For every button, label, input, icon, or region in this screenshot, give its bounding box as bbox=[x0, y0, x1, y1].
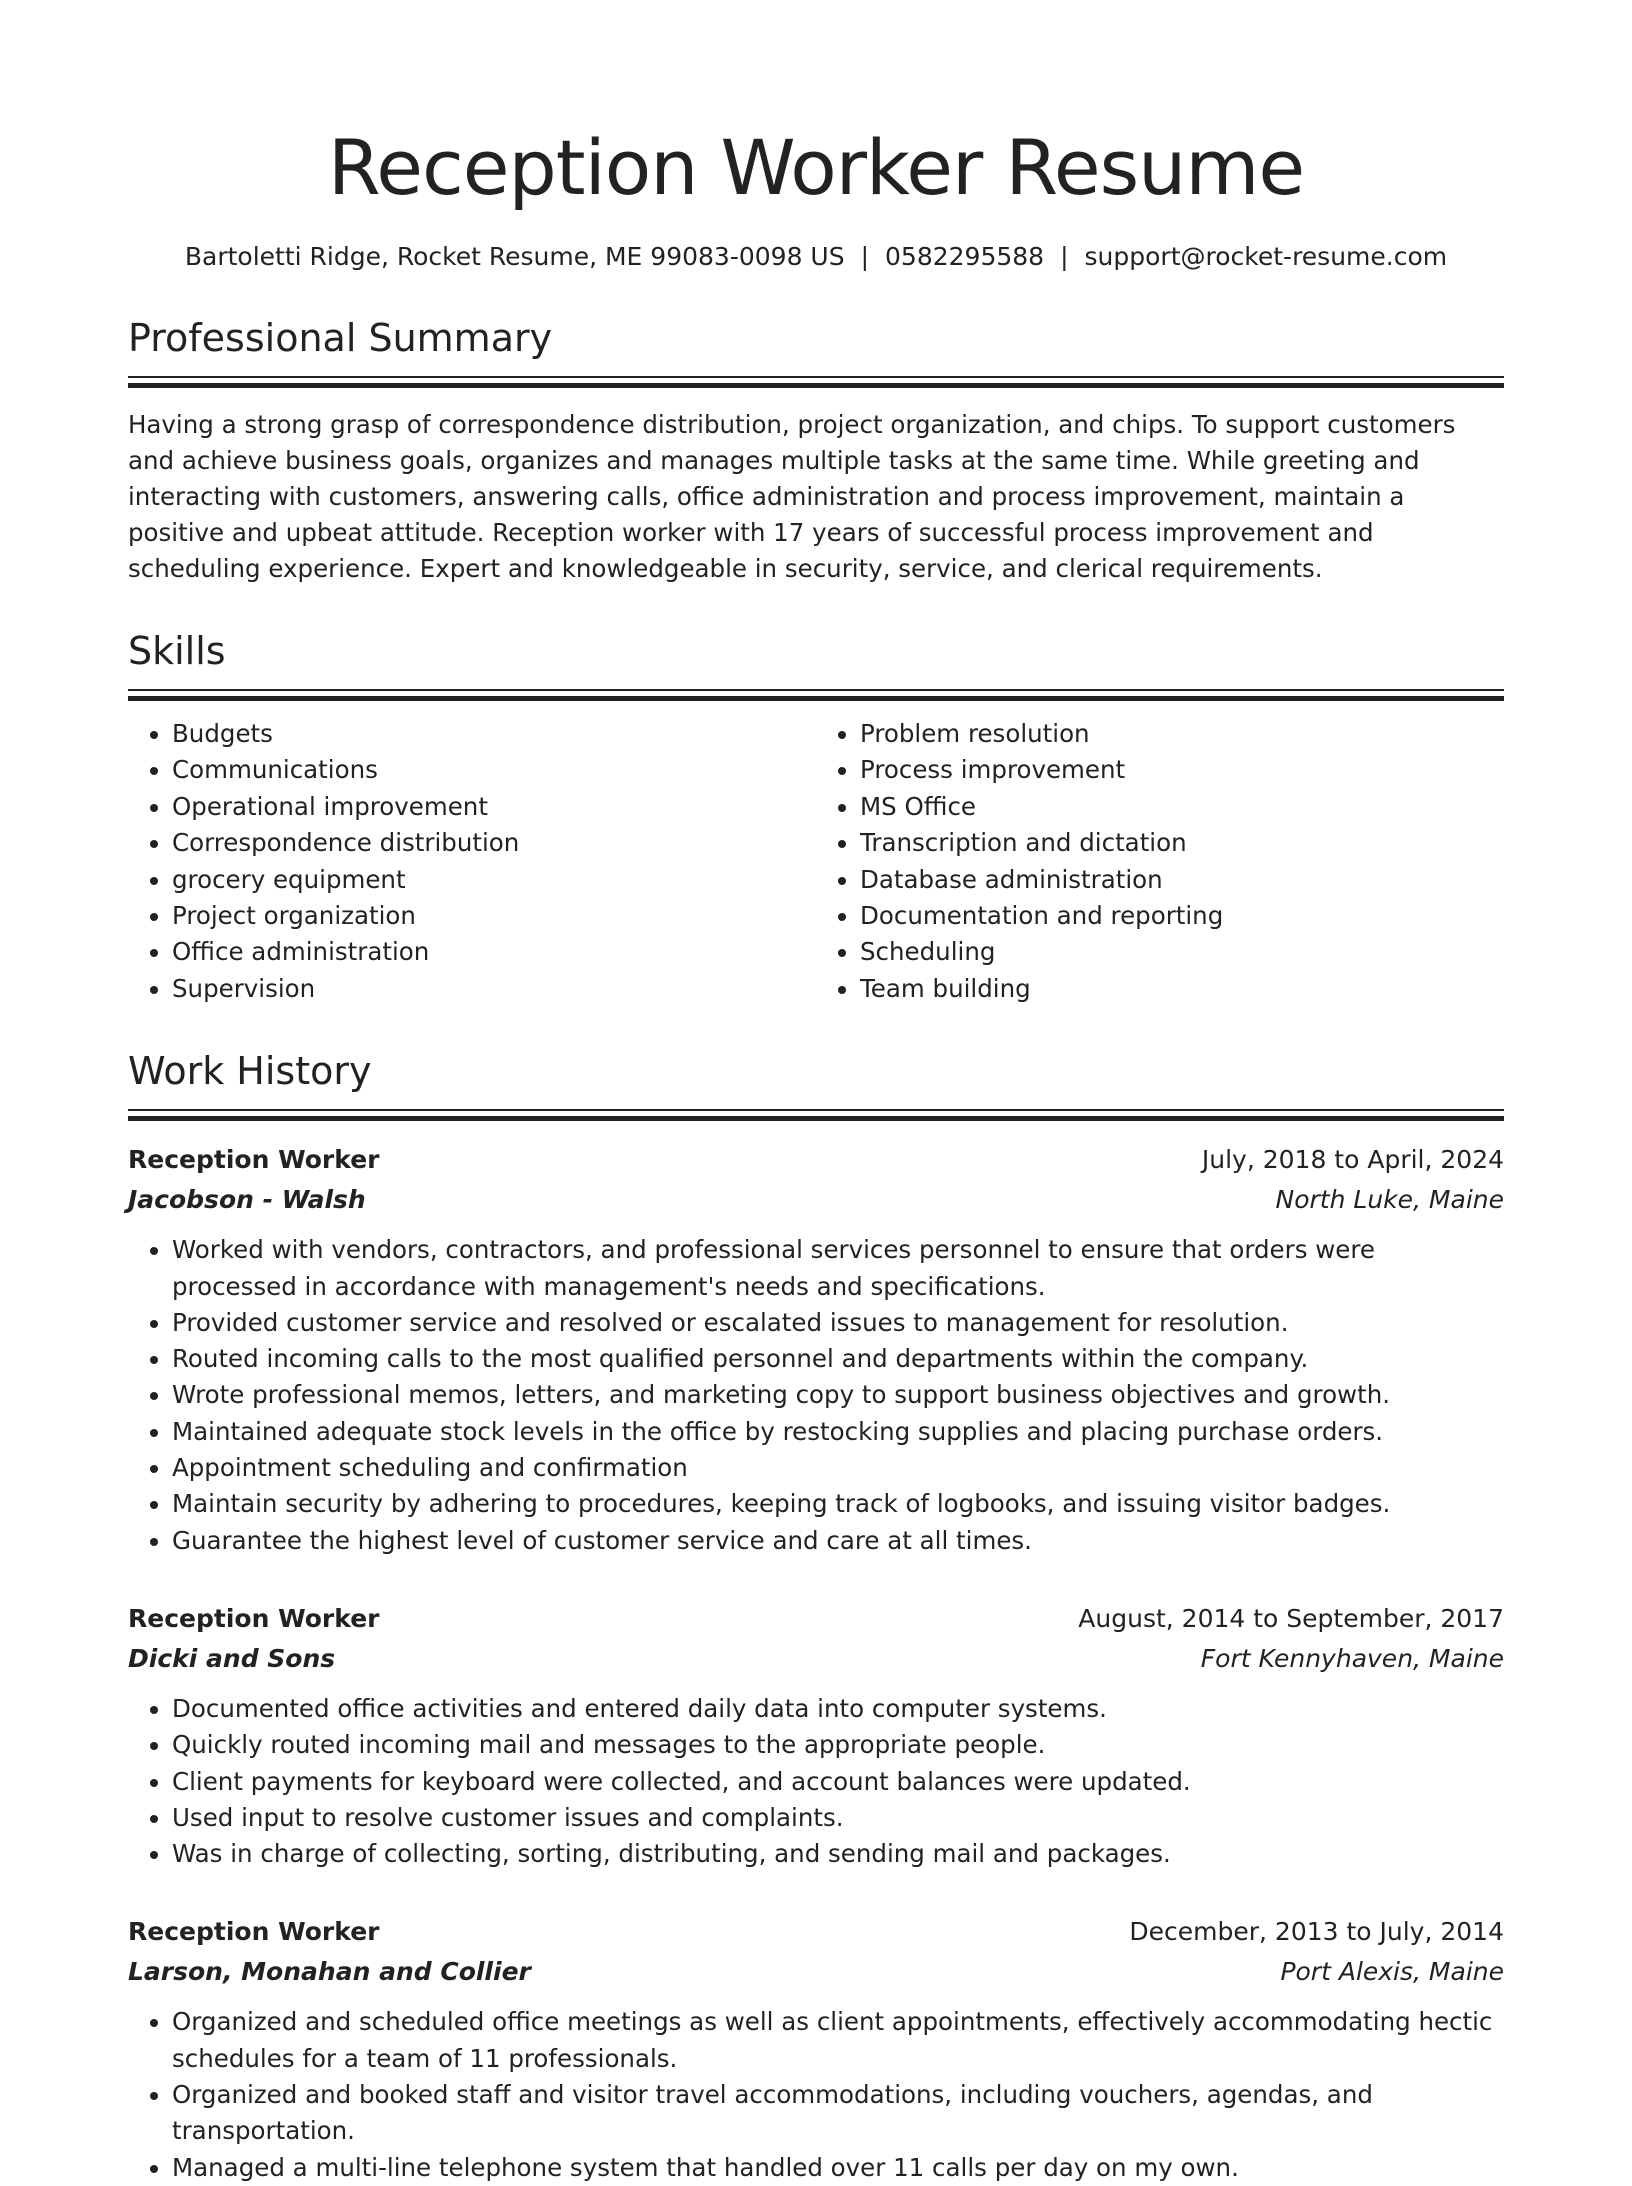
skill-item: • Database administration bbox=[860, 862, 1504, 898]
job-bullet: • Appointment scheduling and confirmation bbox=[172, 1450, 1504, 1486]
job-title: Reception Worker bbox=[128, 1917, 380, 1947]
contact-line bbox=[128, 240, 1504, 274]
job-bullet: • Was in charge of collecting, sorting, distributing, and sending mail and packages. bbox=[172, 1836, 1504, 1872]
job-bullet: • Guarantee the highest level of customer service and care at all times. bbox=[172, 1523, 1504, 1559]
job-bullet: • Maintained adequate stock levels in the office by restocking supplies and placing purchase orders. bbox=[172, 1414, 1504, 1450]
job-company: Larson, Monahan and Collier bbox=[128, 1957, 531, 1987]
skill-item: • Documentation and reporting bbox=[860, 898, 1504, 934]
job-bullet: • Organized and scheduled office meetings as well as client appointments, effectively accommodating hectic schedules for a team of 11 professionals. bbox=[172, 2004, 1504, 2077]
job-bullet: • Used input to resolve customer issues and complaints. bbox=[172, 1800, 1504, 1836]
job-dates: December, 2013 to July, 2014 bbox=[1129, 1917, 1504, 1947]
skill-item: • Project organization bbox=[172, 898, 816, 934]
job-title: Reception Worker bbox=[128, 1603, 380, 1633]
job-bullet: • Managed a multi-line telephone system that handled over 11 calls per day on my own. bbox=[172, 2150, 1504, 2186]
skill-item: • Budgets bbox=[172, 716, 816, 752]
job-bullet: • Client payments for keyboard were collected, and account balances were updated. bbox=[172, 1764, 1504, 1800]
job-company: Dicki and Sons bbox=[128, 1643, 336, 1673]
summary-heading: Professional Summary bbox=[128, 316, 553, 360]
job-location: Fort Kennyhaven, Maine bbox=[1200, 1643, 1504, 1673]
job-location: Port Alexis, Maine bbox=[1280, 1957, 1504, 1987]
work-history-section bbox=[128, 1047, 1504, 1118]
job-bullet: • Worked with vendors, contractors, and professional services personnel to ensure that orders were processed in accordance with management's needs and specifications. bbox=[172, 1232, 1504, 1305]
job-bullets bbox=[128, 1232, 1504, 1559]
skill-item: • Scheduling bbox=[860, 934, 1504, 970]
job-bullet: • Provided customer service and resolved or escalated issues to management for resolution. bbox=[172, 1305, 1504, 1341]
skill-item: • Supervision bbox=[172, 971, 816, 1007]
section-divider bbox=[128, 1109, 1504, 1118]
job-bullet: • Routed incoming calls to the most qualified personnel and departments within the company. bbox=[172, 1341, 1504, 1377]
skill-item: • grocery equipment bbox=[172, 862, 816, 898]
contact-email: support@rocket-resume.com bbox=[1084, 242, 1448, 271]
section-divider bbox=[128, 376, 1504, 385]
skill-item: • Problem resolution bbox=[860, 716, 1504, 752]
job-title: Reception Worker bbox=[128, 1145, 380, 1175]
skills-heading: Skills bbox=[128, 629, 226, 673]
summary-text: Having a strong grasp of correspondence distribution, project organization, and chips. To support customers and achieve business goals, organizes and manages multiple tasks at the same time. While greeting and interacting with customers, answering calls, office administration and process improvement, maintain a positive and upbeat attitude. Reception worker with 17 years of successful process improvement and scheduling experience. Expert and knowledgeable in security, service, and clerical requirements. bbox=[128, 410, 1456, 583]
resume-title: Reception Worker Resume bbox=[327, 123, 1305, 212]
job-entry bbox=[128, 1912, 1504, 2185]
contact-phone: 0582295588 bbox=[885, 242, 1045, 271]
job-bullet: • Documented office activities and entered daily data into computer systems. bbox=[172, 1691, 1504, 1727]
skills-section bbox=[128, 627, 1504, 698]
skill-item: • Team building bbox=[860, 971, 1504, 1007]
skill-item: • Communications bbox=[172, 752, 816, 788]
job-location: North Luke, Maine bbox=[1275, 1185, 1504, 1215]
skills-list-left bbox=[128, 716, 816, 1007]
skills-list-right bbox=[816, 716, 1504, 1007]
job-company: Jacobson - Walsh bbox=[128, 1185, 366, 1215]
skill-item: • MS Office bbox=[860, 789, 1504, 825]
job-bullet: • Maintain security by adhering to procedures, keeping track of logbooks, and issuing visitor badges. bbox=[172, 1486, 1504, 1522]
contact-separator: | bbox=[1060, 242, 1069, 271]
job-dates: August, 2014 to September, 2017 bbox=[1078, 1603, 1504, 1633]
skill-item: • Operational improvement bbox=[172, 789, 816, 825]
job-bullets bbox=[128, 2004, 1504, 2185]
skill-item: • Office administration bbox=[172, 934, 816, 970]
job-entry bbox=[128, 1140, 1504, 1559]
job-dates: July, 2018 to April, 2024 bbox=[1201, 1145, 1504, 1175]
summary-section bbox=[128, 314, 1504, 385]
job-bullet: • Wrote professional memos, letters, and marketing copy to support business objectives and growth. bbox=[172, 1377, 1504, 1413]
job-bullet: • Quickly routed incoming mail and messages to the appropriate people. bbox=[172, 1727, 1504, 1763]
skill-item: • Correspondence distribution bbox=[172, 825, 816, 861]
job-entry bbox=[128, 1599, 1504, 1872]
section-divider bbox=[128, 689, 1504, 698]
work-history-heading: Work History bbox=[128, 1049, 372, 1094]
skill-item: • Process improvement bbox=[860, 752, 1504, 788]
job-bullet: • Organized and booked staff and visitor travel accommodations, including vouchers, agendas, and transportation. bbox=[172, 2077, 1504, 2150]
skill-item: • Transcription and dictation bbox=[860, 825, 1504, 861]
contact-address: Bartoletti Ridge, Rocket Resume, ME 99083-0098 US bbox=[184, 242, 845, 271]
skills-columns bbox=[128, 716, 1504, 1007]
job-bullets bbox=[128, 1691, 1504, 1872]
contact-separator: | bbox=[860, 242, 870, 271]
